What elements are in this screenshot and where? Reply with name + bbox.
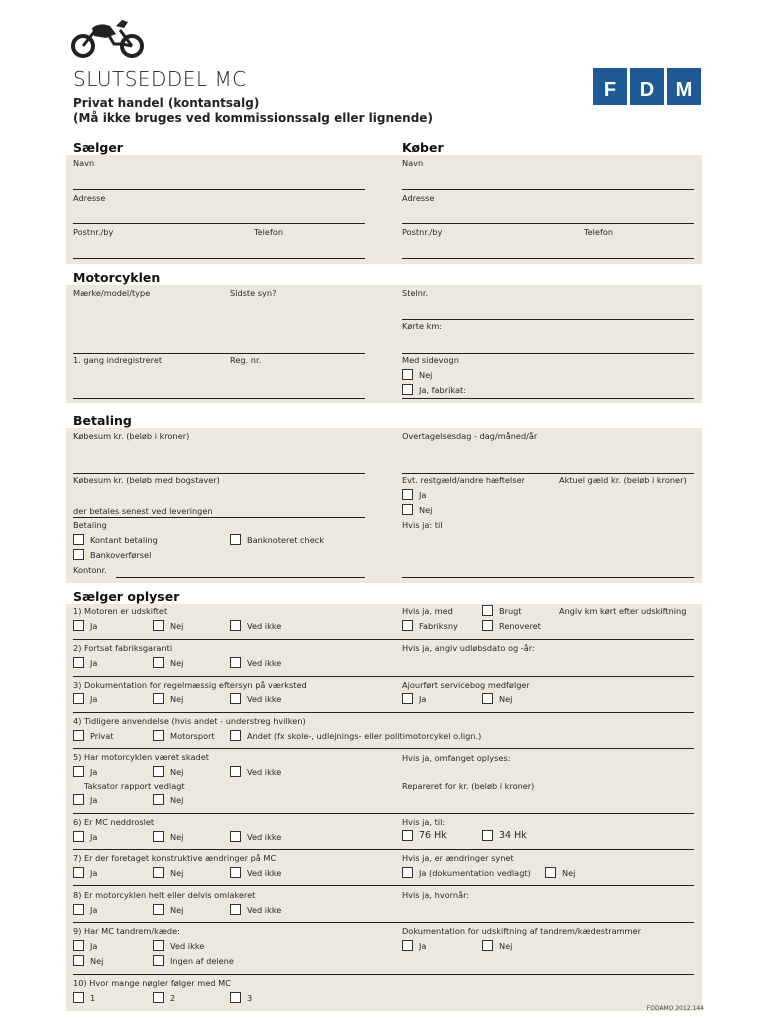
price-label: Købesum kr. (beløb i kroner) (73, 431, 190, 441)
mc-panel (66, 285, 702, 403)
mc-frame-field[interactable] (402, 319, 694, 320)
q5-yes-checkbox[interactable] (73, 766, 84, 777)
q4-motorsport-label: Motorsport (170, 731, 215, 741)
q2-unknown-checkbox[interactable] (230, 657, 241, 668)
mc-first-reg-field[interactable] (73, 398, 365, 399)
q5-repaired-label: Repareret for kr. (beløb i kroner) (402, 781, 535, 791)
buyer-postal-field[interactable] (402, 258, 694, 259)
q8-label: 8) Er motorcyklen helt eller delvis omlakeret (73, 890, 256, 900)
q3-unknown-checkbox[interactable] (230, 693, 241, 704)
account-label: Kontonr. (73, 565, 107, 575)
payment-method-label: Betaling (73, 520, 107, 530)
q9-doc-yes-checkbox[interactable] (402, 940, 413, 951)
debt-no-label: Nej (419, 505, 433, 515)
buyer-name-label: Navn (402, 158, 424, 168)
q3-label: 3) Dokumentation for regelmæssig eftersyn på værksted (73, 680, 307, 690)
seller-postal-label: Postnr./by (73, 227, 114, 237)
q1-no-label: Nej (170, 621, 184, 631)
q1-divider (73, 639, 694, 640)
q7-inspected-no-checkbox[interactable] (545, 867, 556, 878)
sidecar-make-field[interactable] (402, 398, 694, 399)
q3-yes-label: Ja (90, 694, 98, 704)
keys-3-label: 3 (247, 993, 253, 1003)
seller-name-field[interactable] (73, 189, 365, 190)
q5-no-label: Nej (170, 767, 184, 777)
q3-yes-checkbox[interactable] (73, 693, 84, 704)
debt-yes-checkbox[interactable] (402, 489, 413, 500)
q2-no-label: Nej (170, 658, 184, 668)
price-words-label: Købesum kr. (beløb med bogstaver) (73, 475, 220, 485)
q2-unknown-label: Ved ikke (247, 658, 282, 668)
mc-km-field[interactable] (402, 353, 694, 354)
q5-report-yes-label: Ja (90, 795, 98, 805)
paid-at-delivery-label: der betales senest ved leveringen (73, 506, 213, 516)
q6-yes-checkbox[interactable] (73, 831, 84, 842)
debt-to-label: Hvis ja: til (402, 520, 443, 530)
q4-private-checkbox[interactable] (73, 730, 84, 741)
q7-inspected-no-label: Nej (562, 868, 576, 878)
debt-to-field[interactable] (402, 577, 694, 578)
debt-yes-label: Ja (419, 490, 427, 500)
bank-check-checkbox[interactable] (230, 534, 241, 545)
logo-letter-d: D (630, 68, 664, 105)
q6-34hk-checkbox[interactable] (482, 830, 493, 841)
q7-no-checkbox[interactable] (153, 867, 164, 878)
handover-date-field[interactable] (402, 473, 694, 474)
q1-yes-checkbox[interactable] (73, 620, 84, 631)
mc-frame-label: Stelnr. (402, 288, 429, 298)
q9-right-label: Dokumentation for udskiftning af tandrem/kædestrammer (402, 926, 641, 936)
q1-right-label: Hvis ja, med (402, 606, 453, 616)
q6-right-label: Hvis ja, til: (402, 817, 446, 827)
payment-heading: Betaling (73, 413, 132, 428)
logo-letter-f: F (593, 68, 627, 105)
form-title: SLUTSEDDEL MC (73, 67, 247, 91)
q6-yes-label: Ja (90, 832, 98, 842)
q7-yes-checkbox[interactable] (73, 867, 84, 878)
q3-servicebook-no-checkbox[interactable] (482, 693, 493, 704)
q5-unknown-checkbox[interactable] (230, 766, 241, 777)
buyer-address-label: Adresse (402, 193, 435, 203)
q7-yes-label: Ja (90, 868, 98, 878)
q9-no-label: Nej (90, 956, 104, 966)
q9-no-checkbox[interactable] (73, 955, 84, 966)
handover-date-label: Overtagelsesdag - dag/måned/år (402, 431, 538, 441)
q4-divider (73, 748, 694, 749)
mc-inspection-label: Sidste syn? (230, 288, 277, 298)
q9-doc-no-checkbox[interactable] (482, 940, 493, 951)
q9-label: 9) Har MC tandrem/kæde: (73, 926, 180, 936)
q6-unknown-label: Ved ikke (247, 832, 282, 842)
q5-divider (73, 813, 694, 814)
q1-renovated-label: Renoveret (499, 621, 541, 631)
q5-report-no-label: Nej (170, 795, 184, 805)
mc-model-field[interactable] (73, 353, 365, 354)
bank-check-label: Banknoteret check (247, 535, 325, 545)
q4-motorsport-checkbox[interactable] (153, 730, 164, 741)
mc-heading: Motorcyklen (73, 270, 161, 285)
logo-letter-m: M (667, 68, 701, 105)
q5-right-label: Hvis ja, omfanget oplyses: (402, 753, 511, 763)
q8-yes-label: Ja (90, 905, 98, 915)
q7-inspected-yes-checkbox[interactable] (402, 867, 413, 878)
q4-private-label: Privat (90, 731, 114, 741)
q7-divider (73, 885, 694, 886)
q7-unknown-checkbox[interactable] (230, 867, 241, 878)
keys-3-checkbox[interactable] (230, 992, 241, 1003)
q8-no-checkbox[interactable] (153, 904, 164, 915)
q8-yes-checkbox[interactable] (73, 904, 84, 915)
q1-used-checkbox[interactable] (482, 605, 493, 616)
buyer-heading: Køber (402, 140, 444, 155)
q1-label: 1) Motoren er udskiftet (73, 606, 168, 616)
q3-servicebook-no-label: Nej (499, 694, 513, 704)
q9-unknown-checkbox[interactable] (153, 940, 164, 951)
q5-no-checkbox[interactable] (153, 766, 164, 777)
form-subtitle-note: (Må ikke bruges ved kommissionssalg eller lignende) (73, 111, 433, 125)
q2-right-label: Hvis ja, angiv udløbsdato og -år: (402, 643, 535, 653)
q6-76hk-label: 76 Hk (419, 830, 447, 841)
q3-unknown-label: Ved ikke (247, 694, 282, 704)
q2-divider (73, 676, 694, 677)
q3-divider (73, 712, 694, 713)
account-field[interactable] (116, 577, 365, 578)
seller-name-label: Navn (73, 158, 95, 168)
q9-yes-checkbox[interactable] (73, 940, 84, 951)
mc-regnr-label: Reg. nr. (230, 355, 262, 365)
q5-yes-label: Ja (90, 767, 98, 777)
q9-doc-no-label: Nej (499, 941, 513, 951)
q3-right-label: Ajourført servicebog medfølger (402, 680, 530, 690)
mc-sidecar-label: Med sidevogn (402, 355, 459, 365)
debt-label: Evt. restgæld/andre hæftelser (402, 475, 525, 485)
motorcycle-icon (70, 14, 146, 58)
q9-doc-yes-label: Ja (419, 941, 427, 951)
sidecar-no-checkbox[interactable] (402, 369, 413, 380)
info-heading: Sælger oplyser (73, 589, 180, 604)
sidecar-no-label: Nej (419, 370, 433, 380)
q3-servicebook-yes-checkbox[interactable] (402, 693, 413, 704)
q7-no-label: Nej (170, 868, 184, 878)
q5-report-label: Taksator rapport vedlagt (84, 781, 185, 791)
q8-divider (73, 922, 694, 923)
q8-right-label: Hvis ja, hvornår: (402, 890, 470, 900)
buyer-name-field[interactable] (402, 189, 694, 190)
q1-yes-label: Ja (90, 621, 98, 631)
q2-no-checkbox[interactable] (153, 657, 164, 668)
q6-76hk-checkbox[interactable] (402, 830, 413, 841)
keys-2-checkbox[interactable] (153, 992, 164, 1003)
buyer-postal-label: Postnr./by (402, 227, 443, 237)
seller-heading: Sælger (73, 140, 123, 155)
q8-no-label: Nej (170, 905, 184, 915)
keys-2-label: 2 (170, 993, 176, 1003)
sidecar-yes-checkbox[interactable] (402, 384, 413, 395)
q8-unknown-checkbox[interactable] (230, 904, 241, 915)
form-code: FODAMO 2012.144 (646, 1005, 704, 1012)
q1-unknown-label: Ved ikke (247, 621, 282, 631)
q6-no-checkbox[interactable] (153, 831, 164, 842)
q5-label: 5) Har motorcyklen været skadet (73, 752, 209, 762)
seller-address-label: Adresse (73, 193, 106, 203)
q6-34hk-label: 34 Hk (499, 830, 527, 841)
q5-report-no-checkbox[interactable] (153, 794, 164, 805)
q1-new-checkbox[interactable] (402, 620, 413, 631)
q8-unknown-label: Ved ikke (247, 905, 282, 915)
q1-no-checkbox[interactable] (153, 620, 164, 631)
sidecar-yes-label: Ja, fabrikat: (419, 385, 466, 395)
q10-label: 10) Hvor mange nøgler følger med MC (73, 978, 231, 988)
keys-1-checkbox[interactable] (73, 992, 84, 1003)
q1-renovated-checkbox[interactable] (482, 620, 493, 631)
q9-yes-label: Ja (90, 941, 98, 951)
q2-yes-checkbox[interactable] (73, 657, 84, 668)
q4-other-label: Andet (fx skole-, udlejnings- eller politimotorcykel o.lign.) (247, 731, 482, 741)
keys-1-label: 1 (90, 993, 96, 1003)
buyer-address-field[interactable] (402, 223, 694, 224)
q7-right-label: Hvis ja, er ændringer synet (402, 853, 514, 863)
mc-first-reg-label: 1. gang indregistreret (73, 355, 163, 365)
q1-unknown-checkbox[interactable] (230, 620, 241, 631)
mc-km-label: Kørte km: (402, 321, 443, 331)
q6-no-label: Nej (170, 832, 184, 842)
seller-phone-label: Telefon (254, 227, 284, 237)
q4-label: 4) Tidligere anvendelse (hvis andet - understreg hvilken) (73, 716, 306, 726)
q5-report-yes-checkbox[interactable] (73, 794, 84, 805)
seller-postal-field[interactable] (73, 258, 365, 259)
q7-inspected-yes-label: Ja (dokumentation vedlagt) (419, 868, 531, 878)
q9-unknown-label: Ved ikke (170, 941, 205, 951)
cash-checkbox[interactable] (73, 534, 84, 545)
q6-label: 6) Er MC neddroslet (73, 817, 155, 827)
q2-label: 2) Fortsat fabriksgaranti (73, 643, 173, 653)
bank-transfer-label: Bankoverførsel (90, 550, 152, 560)
current-debt-label: Aktuel gæld kr. (beløb i kroner) (559, 475, 687, 485)
mc-model-label: Mærke/model/type (73, 288, 151, 298)
q1-km-label: Angiv km kørt efter udskiftning (559, 606, 687, 616)
buyer-phone-label: Telefon (584, 227, 614, 237)
q1-new-label: Fabriksny (419, 621, 458, 631)
price-field[interactable] (73, 473, 365, 474)
q3-no-checkbox[interactable] (153, 693, 164, 704)
q9-divider (73, 974, 694, 975)
q3-no-label: Nej (170, 694, 184, 704)
price-words-field[interactable] (73, 517, 365, 518)
cash-label: Kontant betaling (90, 535, 158, 545)
q7-label: 7) Er der foretaget konstruktive ændringer på MC (73, 853, 277, 863)
q5-unknown-label: Ved ikke (247, 767, 282, 777)
q1-used-label: Brugt (499, 606, 522, 616)
q4-other-checkbox[interactable] (230, 730, 241, 741)
q7-unknown-label: Ved ikke (247, 868, 282, 878)
q3-servicebook-yes-label: Ja (419, 694, 427, 704)
bank-transfer-checkbox[interactable] (73, 549, 84, 560)
q9-neither-label: Ingen af delene (170, 956, 234, 966)
debt-no-checkbox[interactable] (402, 504, 413, 515)
q2-yes-label: Ja (90, 658, 98, 668)
q6-divider (73, 849, 694, 850)
q9-neither-checkbox[interactable] (153, 955, 164, 966)
form-subtitle: Privat handel (kontantsalg) (73, 96, 260, 110)
parties-panel (66, 155, 702, 264)
q6-unknown-checkbox[interactable] (230, 831, 241, 842)
seller-address-field[interactable] (73, 223, 365, 224)
